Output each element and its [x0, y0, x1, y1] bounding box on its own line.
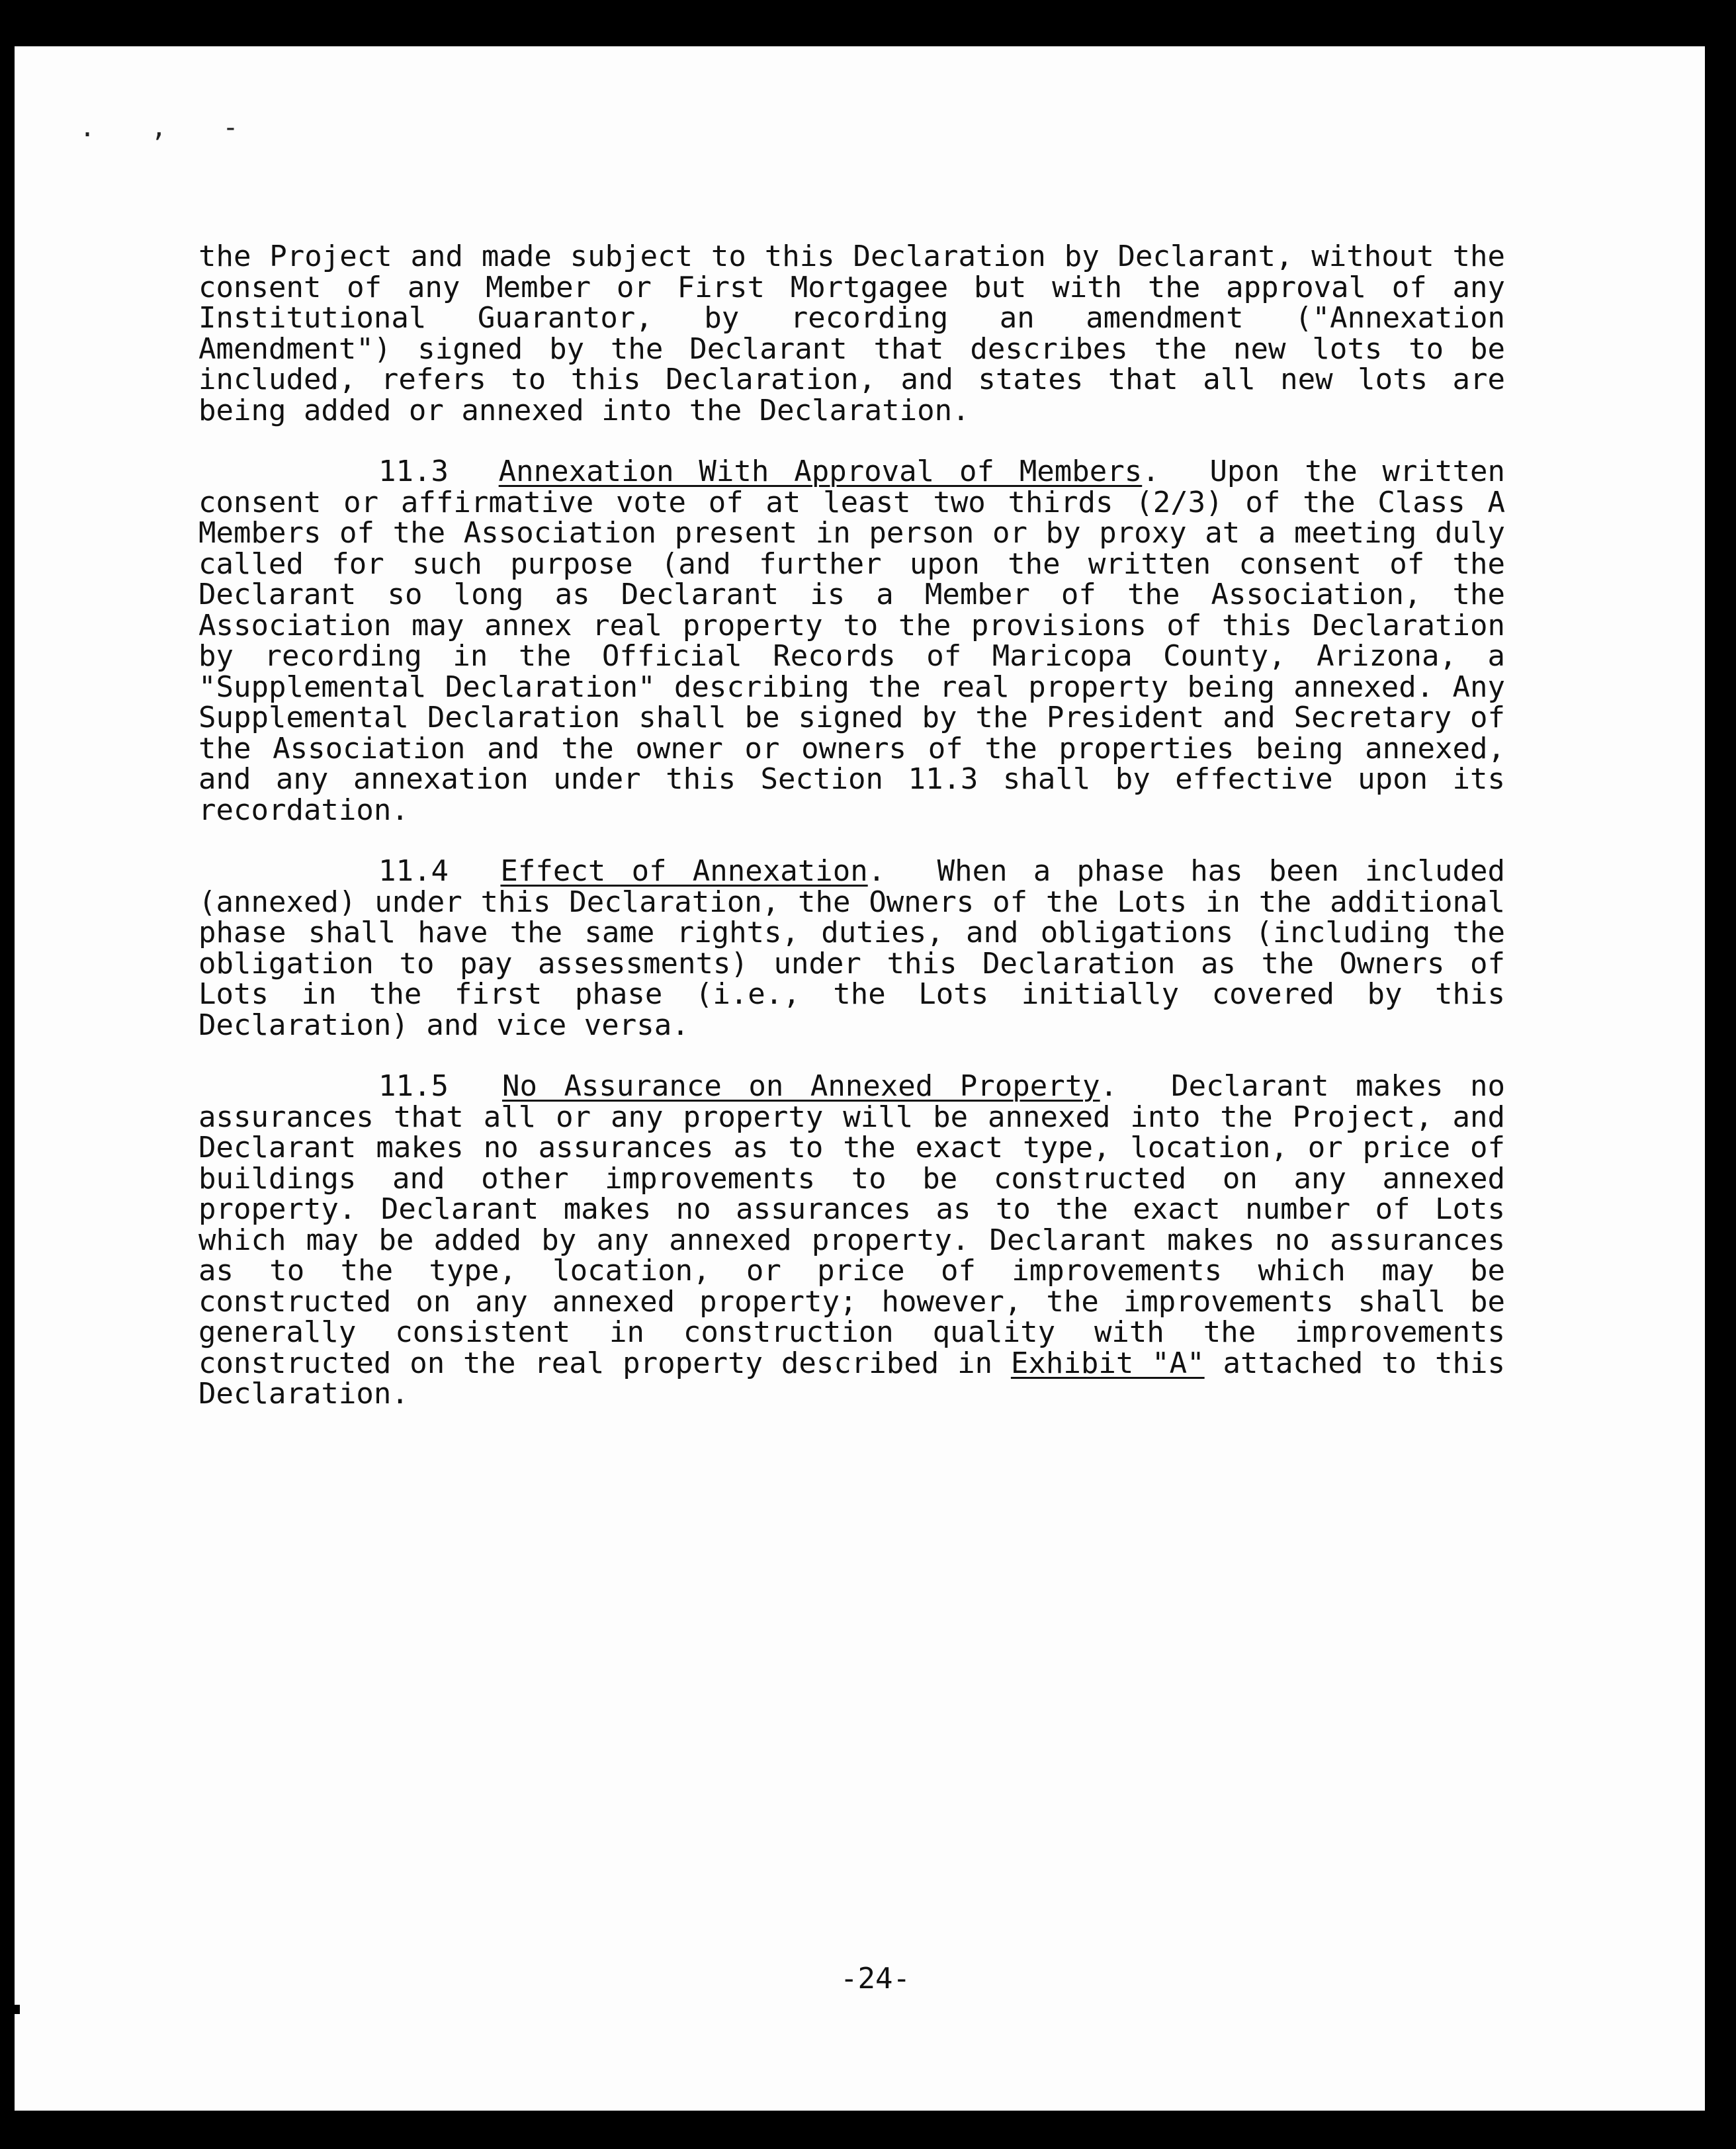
scan-edge-mark: [0, 877, 9, 890]
scan-edge-mark: [0, 2005, 20, 2014]
exhibit-reference: Exhibit "A": [1010, 1346, 1205, 1380]
section-number: 11.3: [378, 455, 449, 488]
page-number: -24-: [840, 1962, 910, 1996]
paragraph-text: Declarant makes no assurances that all or any property will be annexed into the Project, and Declarant makes no assurances as to the exact type, location, or price of buildings and other improvements to be constructed on any annexed property. Declarant makes no assurances as to the exact number of Lots which may be added by any annexed property. Declarant makes no assurances as to the type, location, or price of improvements which may be constructed on any annexed property; however, the improvements shall be generally consistent in construction quality with the improvements constructed on the real property described in: [198, 1069, 1506, 1380]
section-11-4: 11.4 Effect of Annexation. When a phase has been included (annexed) under this Declaration, the Owners of the Lots in the additional phase shall have the same rights, duties, and obligations (including the obligation to pay assessments) under this Declaration as the Owners of Lots in the first phase (i.e., the Lots initially covered by this Declaration) and vice versa.: [198, 854, 1505, 1042]
paragraph-text: Upon the written consent or affirmative vote of at least two thirds (2/3) of the Class A Members of the Association present in person or by proxy at a meeting duly called for such purpose (and further upon the written consent of the Declarant so long as Declarant is a Member of the Association, the Association may annex real property to the provisions of this Declaration by recording in the Official Records of Maricopa County, Arizona, a "Supplemental Declaration" describing the real property being annexed. Any Supplemental Declaration shall be signed by the President and Secretary of the Association and the owner or owners of the properties being annexed, and any annexation under this Section 11.3 shall by effective upon its recordation.: [198, 455, 1505, 827]
section-11-5: 11.5 No Assurance on Annexed Property. Declarant makes no assurances that all or any property will be annexed into the Project, and Declarant makes no assurances as to the exact type, location, or price of buildings and other improvements to be constructed on any annexed property. Declarant makes no assurances as to the exact number of Lots which may be added by any annexed property. Declarant makes no assurances as to the type, location, or price of improvements which may be constructed on any annexed property; however, the improvements shall be generally consistent in construction quality with the improvements constructed on the real property described in Exhibit "A" attached to this Declaration.: [198, 1069, 1506, 1411]
section-heading: Effect of Annexation: [500, 854, 868, 888]
section-heading: Annexation With Approval of Members: [498, 455, 1143, 488]
paragraph-text: the Project and made subject to this Declaration by Declarant, without the consent of any Member or First Mortgagee but with the approval of any Institutional Guarantor, by recording an amendment ("Annexation Amendment") signed by the Declarant that describes the new lots to be included, refers to this Declaration, and states that all new lots are being added or annexed into the Declaration.: [198, 240, 1505, 427]
section-number: 11.5: [378, 1069, 449, 1103]
paragraph-text-end: attached to this Declaration.: [198, 1346, 1505, 1411]
scan-edge-mark: [1710, 2005, 1736, 2014]
section-heading: No Assurance on Annexed Property: [501, 1069, 1100, 1103]
paragraph-continuation: [198, 241, 1505, 426]
stray-marks: . , -: [79, 112, 259, 143]
document-body: [198, 241, 1505, 1440]
section-11-3: 11.3 Annexation With Approval of Members. Upon the written consent or affirmative vote of at least two thirds (2/3) of the Class A Members of the Association present in person or by proxy at a meeting duly called for such purpose (and further upon the written consent of the Declarant so long as Declarant is a Member of the Association, the Association may annex real property to the provisions of this Declaration by recording in the Official Records of Maricopa County, Arizona, a "Supplemental Declaration" describing the real property being annexed. Any Supplemental Declaration shall be signed by the President and Secretary of the Association and the owner or owners of the properties being annexed, and any annexation under this Section 11.3 shall by effective upon its recordation.: [198, 455, 1505, 827]
section-number: 11.4: [378, 854, 449, 888]
paragraph-text: When a phase has been included (annexed) under this Declaration, the Owners of the Lots in the additional phase shall have the same rights, duties, and obligations (including the obligation to pay assessments) under this Declaration as the Owners of Lots in the first phase (i.e., the Lots initially covered by this Declaration) and vice versa.: [198, 854, 1505, 1042]
